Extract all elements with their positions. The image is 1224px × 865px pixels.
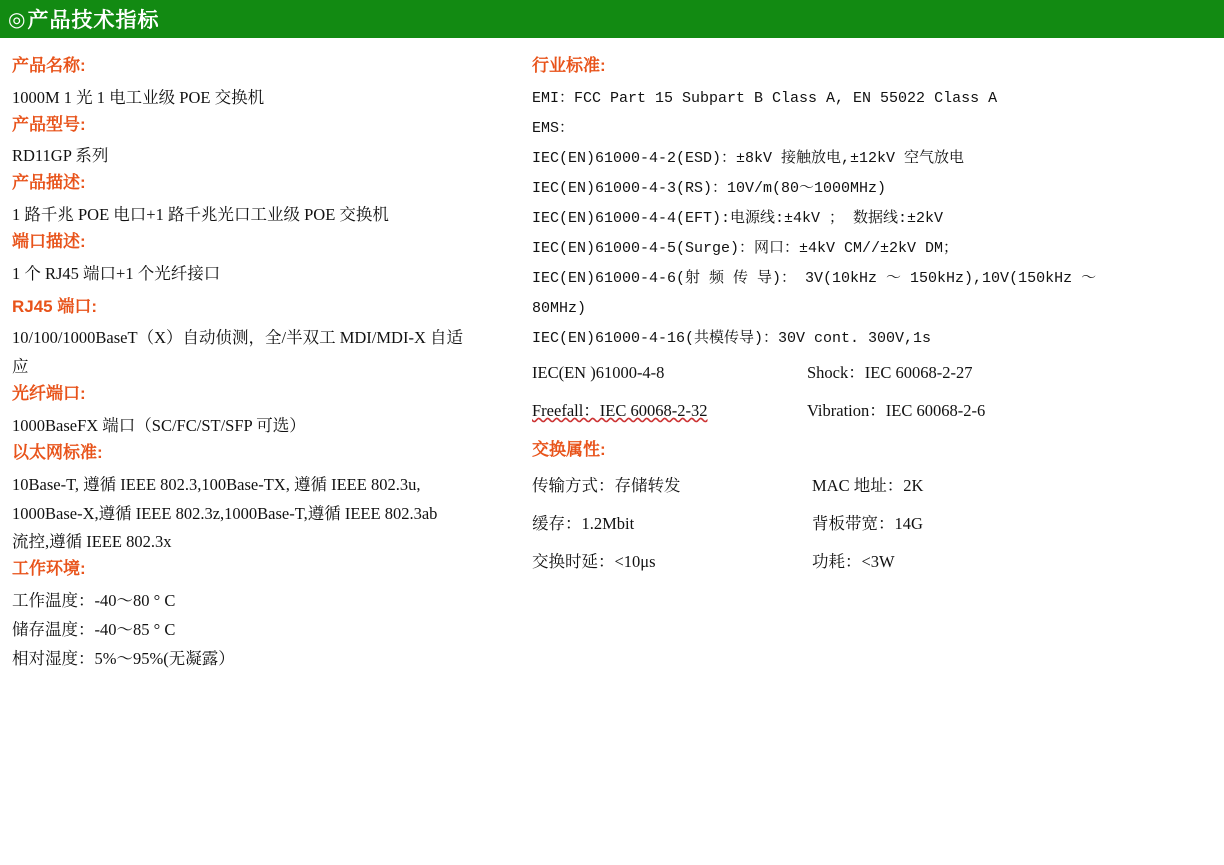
standard-line: 80MHz) — [532, 299, 587, 317]
section-line: 1000BaseFX 端口（SC/FC/ST/SFP 可选） — [12, 416, 306, 436]
page-header — [0, 0, 1224, 38]
section-rj45-port — [12, 295, 512, 383]
attr-key: 传输方式：存储转发 — [532, 476, 681, 496]
section-title: 产品名称: — [12, 56, 86, 75]
section-switch-attributes — [532, 438, 1212, 582]
section-industry-standards — [532, 54, 1212, 430]
section-line: 流控,遵循 IEEE 802.3x — [12, 532, 172, 552]
attr-value: 背板带宽：14G — [812, 514, 923, 534]
section-product-description — [12, 171, 512, 230]
section-line: 储存温度：-40～85 ° C — [12, 620, 176, 639]
attr-key: 交换时延：<10μs — [532, 552, 656, 572]
table-row — [532, 543, 1212, 581]
standard-line: IEC(EN)61000-4-6(射 频 传 导)： 3V(10kHz ～ 150kHz),10V(150kHz ～ — [532, 269, 1097, 287]
section-title: 产品描述: — [12, 173, 86, 193]
standard-pair-left: Freefall：IEC 60068-2-32 — [532, 400, 708, 420]
section-title: 以太网标准: — [12, 442, 103, 462]
table-row — [532, 392, 1212, 430]
section-title: 交换属性: — [532, 439, 606, 459]
section-line: 应 — [12, 357, 29, 377]
standard-pair-right: Shock：IEC 60068-2-27 — [807, 362, 973, 382]
section-working-environment — [12, 557, 512, 673]
section-title: 行业标准: — [532, 56, 606, 75]
section-line: 工作温度：-40～80 ° C — [12, 591, 176, 611]
section-line: 相对湿度：5%～95%(无凝露） — [12, 648, 235, 668]
section-fiber-port — [12, 382, 512, 441]
section-line: 1 个 RJ45 端口+1 个光纤接口 — [12, 263, 221, 283]
right-column — [520, 54, 1220, 674]
table-row — [532, 354, 1212, 392]
standard-line: IEC(EN)61000-4-5(Surge)：网口：±4kV CM//±2kV DM； — [532, 239, 959, 257]
standard-line: IEC(EN)61000-4-2(ESD)：±8kV 接触放电,±12kV 空气放电 — [532, 149, 965, 167]
table-row — [532, 505, 1212, 543]
standard-pair-left: IEC(EN )61000-4-8 — [532, 362, 665, 382]
standard-line: IEC(EN)61000-4-4(EFT):电源线:±4kV ； 数据线:±2kV — [532, 209, 944, 227]
standard-line: EMI：FCC Part 15 Subpart B Class A, EN 55022 Class A — [532, 89, 998, 107]
section-title: 端口描述: — [12, 232, 86, 252]
page-title: 产品技术指标 — [27, 9, 160, 32]
attr-value: 功耗：<3W — [812, 552, 895, 572]
section-ethernet-standard — [12, 441, 512, 557]
section-port-description — [12, 230, 512, 289]
attr-value: MAC 地址：2K — [812, 476, 924, 496]
section-line: 1 路千兆 POE 电口+1 路千兆光口工业级 POE 交换机 — [12, 205, 389, 225]
section-line: 1000Base-X,遵循 IEEE 802.3z,1000Base-T,遵循 IEEE 802.3ab — [12, 503, 438, 523]
section-line: RD11GP 系列 — [12, 146, 109, 166]
standard-line: EMS： — [532, 119, 575, 137]
attr-key: 缓存：1.2Mbit — [532, 514, 635, 534]
left-column — [0, 54, 520, 674]
circle-bullet-icon: ◎ — [8, 7, 26, 31]
content-columns — [0, 38, 1224, 674]
section-line: 1000M 1 光 1 电工业级 POE 交换机 — [12, 87, 265, 107]
switch-attributes-table — [532, 467, 1212, 581]
section-line: 10Base-T, 遵循 IEEE 802.3,100Base-TX, 遵循 IEEE 802.3u, — [12, 474, 421, 494]
section-title: 产品型号: — [12, 114, 86, 134]
standard-pair-right: Vibration：IEC 60068-2-6 — [807, 400, 986, 420]
table-row — [532, 467, 1212, 505]
section-title: 光纤端口: — [12, 384, 86, 404]
section-line: 10/100/1000BaseT（X）自动侦测，全/半双工 MDI/MDI-X 自适 — [12, 328, 463, 348]
standard-line: IEC(EN)61000-4-16(共模传导)：30V cont. 300V,1s — [532, 329, 932, 347]
section-product-name — [12, 54, 512, 113]
standards-pair-table — [532, 354, 1212, 430]
standard-line: IEC(EN)61000-4-3(RS)：10V/m(80～1000MHz) — [532, 179, 887, 197]
section-title: 工作环境: — [12, 559, 86, 579]
section-title: RJ45 端口: — [12, 296, 98, 316]
section-product-model — [12, 113, 512, 172]
